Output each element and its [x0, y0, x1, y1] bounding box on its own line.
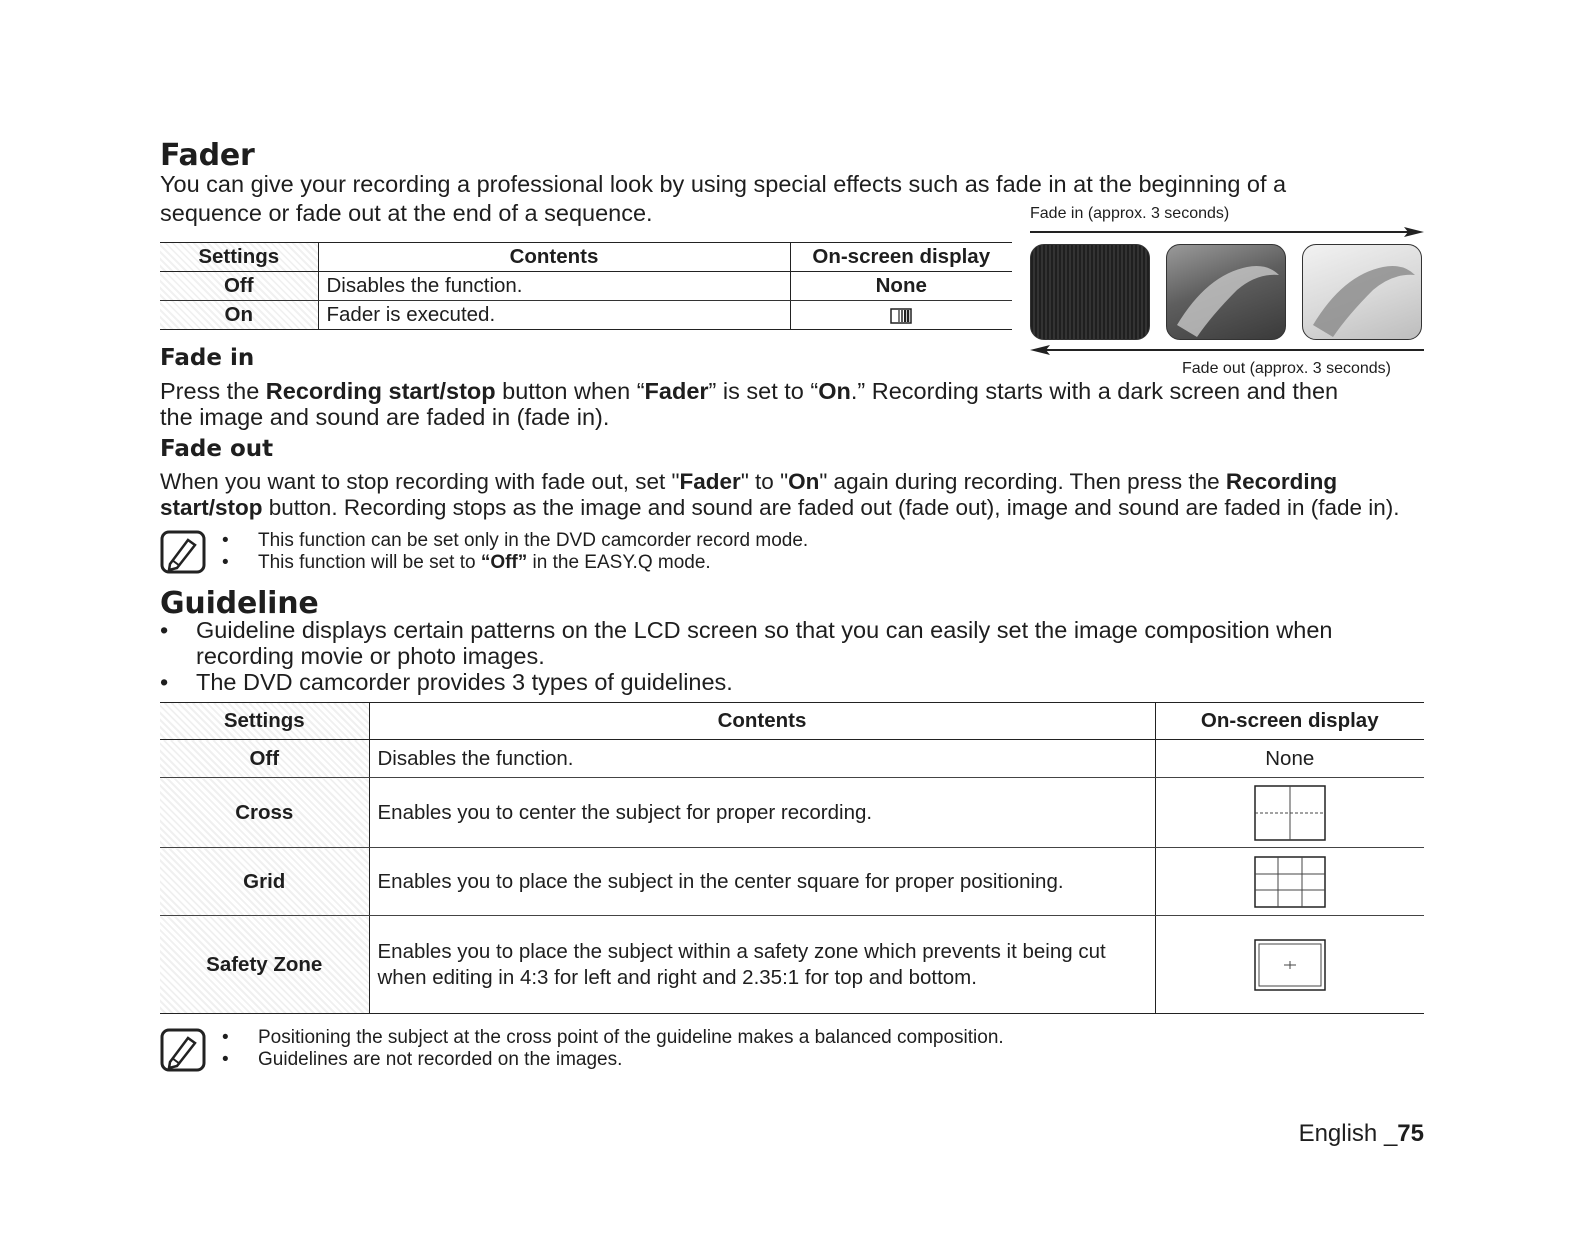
contents-on: Fader is executed. [318, 301, 790, 330]
fade-in-caption: Fade in (approx. 3 seconds) [1030, 205, 1230, 222]
fade-thumb-bright [1302, 244, 1422, 340]
dolphin-image-bright [1303, 245, 1421, 339]
fader-table [160, 242, 1012, 330]
text: ” is set to “ [708, 378, 819, 404]
text: Guideline displays certain patterns on the LCD screen so that you can easily set the image composition when [196, 617, 1333, 643]
contents-off: Disables the function. [318, 272, 790, 301]
table-row [160, 848, 1424, 916]
setting-on: On [160, 301, 318, 330]
setting-off: Off [160, 272, 318, 301]
text: .” Recording starts with a dark screen and then [850, 378, 1339, 404]
header-settings: Settings [160, 243, 318, 272]
fader-icon [890, 307, 912, 325]
fade-in-arrow [1030, 224, 1424, 240]
footer-language: English _ [1298, 1120, 1398, 1147]
contents-grid: Enables you to place the subject in the center square for proper positioning. [369, 848, 1155, 916]
emphasis: On [788, 469, 820, 494]
setting-safety-zone: Safety Zone [160, 916, 369, 1014]
text: Enables you to place the subject within a safety zone which prevents it being cut [377, 939, 1106, 963]
osd-safety-zone-cell [1155, 916, 1424, 1014]
fade-out-paragraph [160, 469, 1440, 521]
guideline-notes [222, 1027, 1004, 1071]
fade-out-arrow [1030, 342, 1424, 358]
text: when editing in 4:3 for left and right and 2.35:1 for top and bottom. [377, 965, 977, 989]
osd-none: None [1155, 740, 1424, 778]
header-contents: Contents [369, 703, 1155, 740]
emphasis: Recording [1225, 469, 1338, 494]
fade-out-caption: Fade out (approx. 3 seconds) [1182, 360, 1392, 377]
cross-guideline-icon [1254, 785, 1326, 841]
table-row [160, 272, 1012, 301]
fade-thumb-mid [1166, 244, 1286, 340]
fade-in-heading: Fade in [160, 345, 255, 371]
fader-intro-line1: You can give your recording a professional look by using special effects such as fade in at the beginning of a [160, 171, 1287, 197]
text: button. Recording stops as the image and sound are faded out (fade out), image and sound are faded in (fade in). [262, 495, 1400, 520]
guideline-bullets [160, 617, 1440, 695]
list-item: • The DVD camcorder provides 3 types of guidelines. [160, 669, 1440, 695]
fade-in-paragraph [160, 378, 1430, 430]
emphasis: “Off” [480, 552, 528, 573]
table-row [160, 778, 1424, 848]
fade-thumb-dark [1030, 244, 1150, 340]
setting-grid: Grid [160, 848, 369, 916]
setting-off: Off [160, 740, 369, 778]
contents-safety-zone [369, 916, 1155, 1014]
note-icon [160, 1028, 206, 1072]
text: " to " [740, 469, 789, 494]
text: in the EASY.Q mode. [527, 552, 711, 573]
emphasis: Recording start/stop [265, 378, 496, 404]
list-item: • Guidelines are not recorded on the images. [222, 1049, 1004, 1071]
fader-notes [222, 530, 808, 574]
setting-cross: Cross [160, 778, 369, 848]
text: button when “ [495, 378, 645, 404]
contents-off: Disables the function. [369, 740, 1155, 778]
safety-zone-guideline-icon [1254, 939, 1326, 991]
header-osd: On-screen display [1155, 703, 1424, 740]
osd-cross-cell [1155, 778, 1424, 848]
contents-cross: Enables you to center the subject for proper recording. [369, 778, 1155, 848]
list-item: • Positioning the subject at the cross point of the guideline makes a balanced composition. [222, 1027, 1004, 1049]
grid-guideline-icon [1254, 856, 1326, 908]
list-item: • This function can be set only in the DVD camcorder record mode. [222, 530, 808, 552]
table-row [160, 916, 1424, 1014]
fader-intro-line2: sequence or fade out at the end of a sequence. [160, 200, 653, 226]
text: " again during recording. Then press the [819, 469, 1226, 494]
table-row [160, 301, 1012, 330]
list-item [222, 552, 808, 574]
text: the image and sound are faded in (fade in). [160, 404, 610, 430]
fader-table-header [160, 243, 1012, 272]
guideline-table [160, 702, 1424, 1014]
header-contents: Contents [318, 243, 790, 272]
page-footer [1299, 1120, 1424, 1148]
emphasis: Fader [644, 378, 709, 404]
header-osd: On-screen display [790, 243, 1012, 272]
guideline-title: Guideline [160, 586, 319, 621]
table-row [160, 740, 1424, 778]
emphasis: Fader [679, 469, 741, 494]
note-icon [160, 530, 206, 574]
page-number: 75 [1397, 1120, 1424, 1147]
emphasis: On [818, 378, 851, 404]
fader-title: Fader [160, 138, 255, 173]
fade-out-heading: Fade out [160, 436, 274, 462]
text: When you want to stop recording with fade out, set " [160, 469, 680, 494]
guideline-table-header [160, 703, 1424, 740]
osd-grid-cell [1155, 848, 1424, 916]
osd-none: None [790, 272, 1012, 301]
header-settings: Settings [160, 703, 369, 740]
list-item [160, 617, 1440, 669]
text: recording movie or photo images. [196, 643, 545, 669]
text: Press the [160, 378, 266, 404]
text: This function will be set to [258, 552, 481, 573]
dolphin-image-mid [1167, 245, 1285, 339]
osd-fader-cell [790, 301, 1012, 330]
emphasis: start/stop [160, 495, 263, 520]
